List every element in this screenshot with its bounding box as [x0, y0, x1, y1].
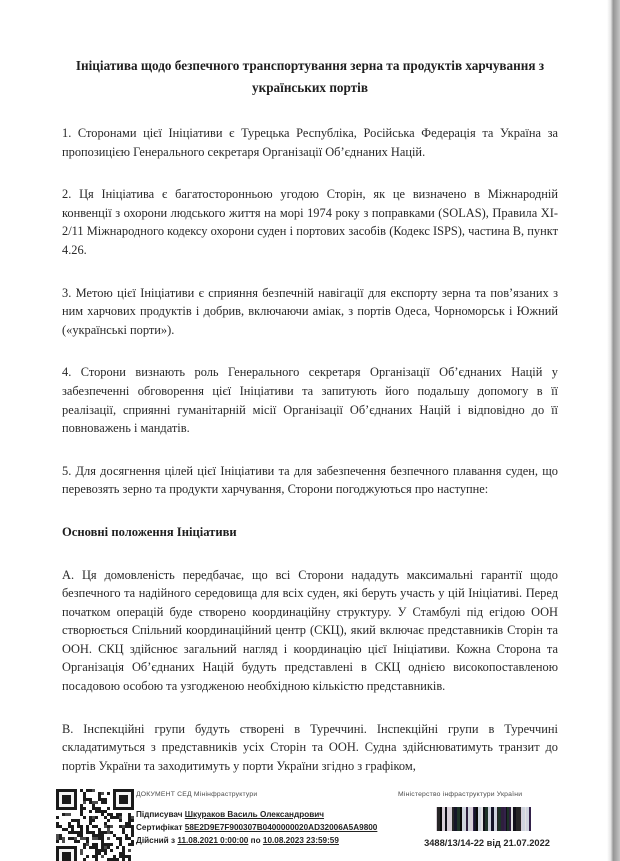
paragraph-4: 4. Сторони визнають роль Генерального секретаря Організації Об’єднаних Націй у забезпеченні обговорення цієї Ініціативи та запитують його подальшу допомогу в її реалізації, сприянні гуманітарній місії Організації Об’єднаних Націй і відповідно до її повноважень і мандатів. — [62, 365, 558, 436]
barcode-icon — [436, 807, 531, 831]
scan-edge-artifact — [607, 0, 620, 861]
qr-code-icon — [56, 789, 134, 861]
signer-row — [136, 808, 377, 821]
provision-b: В. Інспекційні групи будуть створені в Туреччині. Інспекційні групи в Туреччині складатимуться з представників усіх Сторін та ООН. Судна здійснюватимуть транзит до портів України та заходитимуть у порти України згідно з графіком, — [62, 721, 558, 773]
registration-number: 3488/13/14-22 від 21.07.2022 — [424, 838, 550, 848]
section-heading: Основні положення Ініціативи — [62, 524, 237, 539]
paragraph-1: 1. Сторонами цієї Ініціативи є Турецька Республіка, Російська Федерація та Україна за пропозицією Генерального секретаря Організації Об’єднаних Націй. — [62, 126, 558, 159]
valid-from-date: 11.08.2021 0:00:00 — [177, 836, 249, 845]
document-title: Ініціатива щодо безпечного транспортування зерна та продуктів харчування з українських портів — [75, 58, 545, 95]
validity-separator: по — [250, 836, 261, 845]
signer-label: Підписувач — [136, 810, 183, 819]
valid-to-date: 10.08.2023 23:59:59 — [262, 836, 339, 845]
paragraph-3: 3. Метою цієї Ініціативи є сприяння безпечній навігації для експорту зерна та пов’язаних з ним харчових продуктів і добрив, включаючи аміак, з портів Одеса, Чорноморськ і Южний («українські порти»). — [62, 285, 558, 337]
paragraph-5: 5. Для досягнення цілей цієї Ініціативи та для забезпечення безпечного плавання суден, що перевозять зерно та продукти харчування, Сторони погоджуються про наступне: — [62, 463, 558, 497]
validity-row — [136, 834, 377, 847]
ministry-label: Міністерство інфраструктури України — [398, 791, 523, 798]
certificate-label: Сертифікат — [136, 823, 183, 832]
signer-name: Шкураков Василь Олександрович — [184, 810, 325, 819]
validity-label: Дійсний з — [136, 836, 176, 845]
certificate-number: 58E2D9E7F900307B0400000020AD32006A5A9800 — [184, 823, 378, 832]
signature-block — [136, 808, 377, 847]
provision-a: А. Ця домовленість передбачає, що всі Сторони нададуть максимальні гарантії щодо безпечного та надійного середовища для всіх суден, які беруть участь у цій Ініціативі. Перед початком операцій буде створено координаційну структуру. У Стамбулі під егідою ООН створюється Спільний координаційний центр (СКЦ), який включає представників Сторін та ООН. СКЦ здійснює загальний нагляд і координацію цієї Ініціативи. Кожна Сторона та Організація Об’єднаних Націй будуть представлені в СКЦ однією високопоставленою посадовою особою та узгодженою необхідною кількістю представників. — [62, 567, 558, 694]
paragraph-2: 2. Ця Ініціатива є багатосторонньою угодою Сторін, як це визначено в Міжнародній конвенції з охорони людського життя на морі 1974 року з поправками (SOLAS), Правила XI-2/11 Міжнародного кодексу охорони суден і портових засобів (Кодекс ISPS), частина B, пункт 4.26. — [62, 187, 558, 257]
certificate-row — [136, 821, 377, 834]
sed-system-label: ДОКУМЕНТ СЕД Мінінфраструктури — [136, 791, 258, 798]
